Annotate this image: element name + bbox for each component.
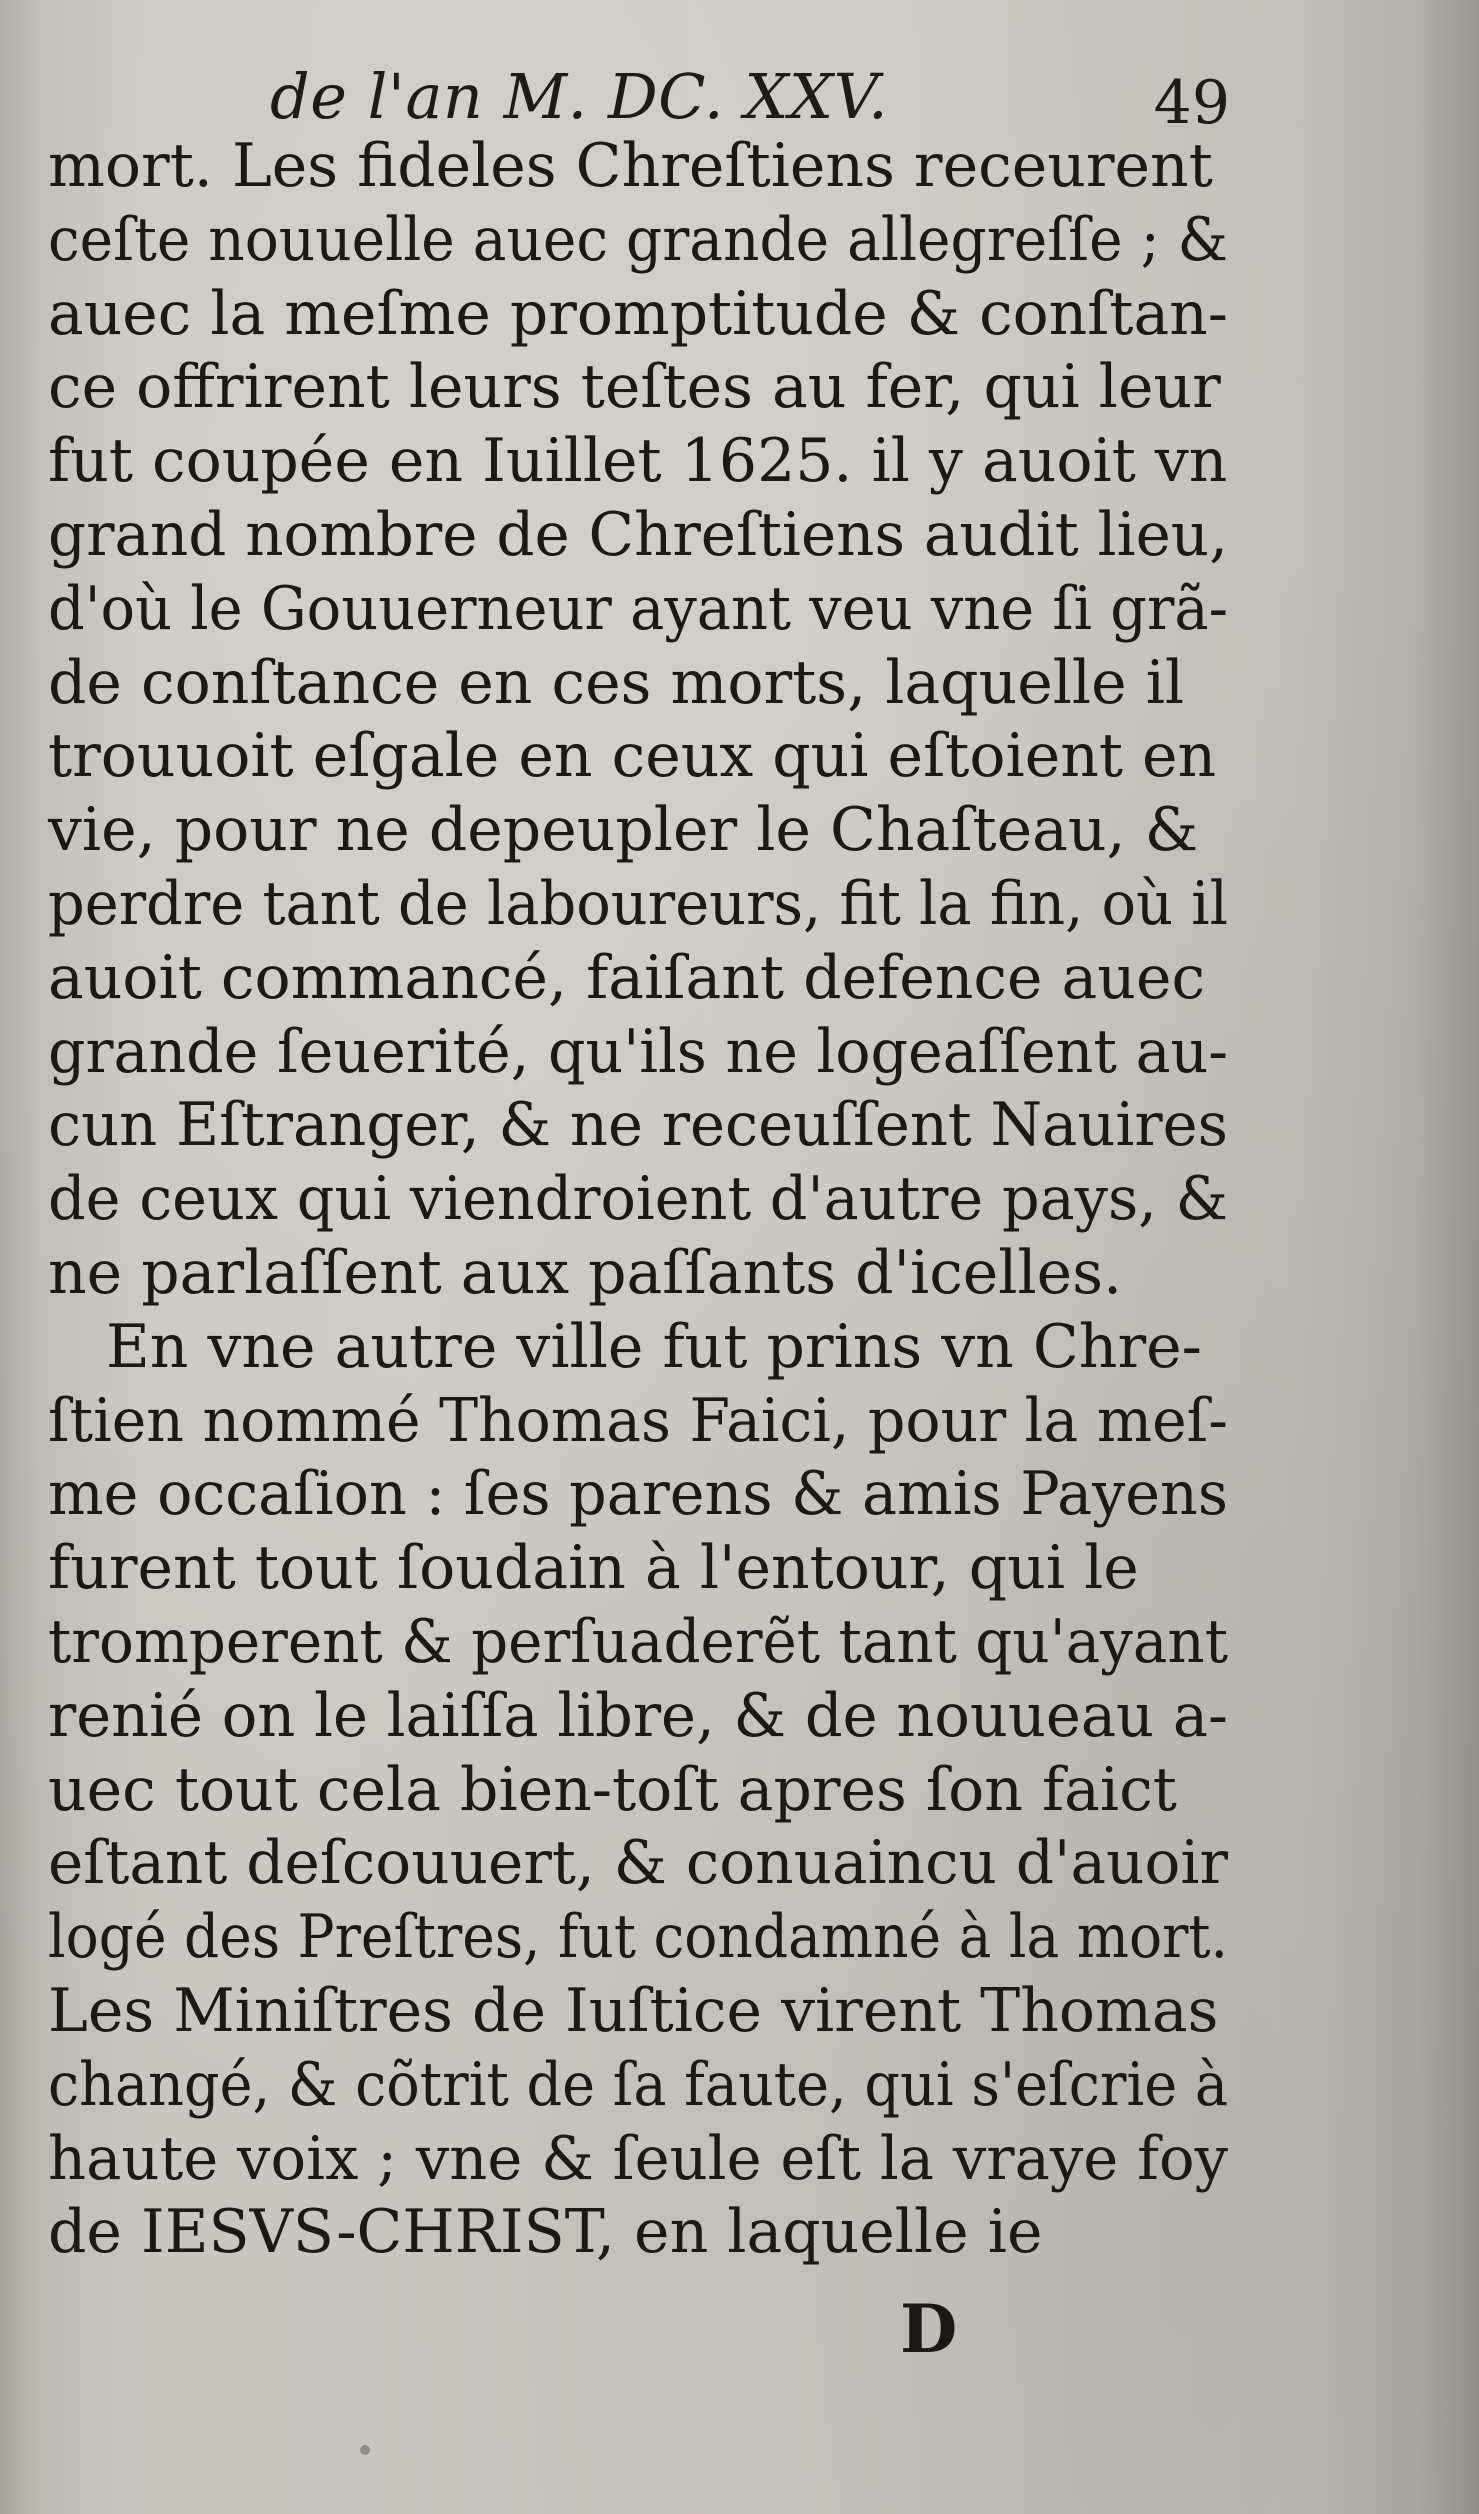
- text-line: auec la meſme promptitude & conſtan-: [48, 278, 1229, 349]
- text-line: de conſtance en ces morts, laquelle il: [48, 647, 1185, 718]
- text-line: de IESVS-CHRIST, en laquelle ie: [48, 2197, 1043, 2268]
- paper-speck: [360, 2445, 370, 2455]
- text-line: Les Miniſtres de Iuſtice virent Thomas: [48, 1975, 1219, 2046]
- text-line: perdre tant de laboureurs, fit la fin, où il: [48, 868, 1229, 939]
- text-line: grand nombre de Chreſtiens audit lieu,: [48, 499, 1229, 570]
- text-line: auoit commancé, faiſant defence auec: [48, 942, 1206, 1013]
- text-line: ſtien nommé Thomas Faici, pour la meſ-: [48, 1385, 1228, 1456]
- text-line: furent tout ſoudain à l'entour, qui le: [48, 1533, 1139, 1604]
- text-line: changé, & cõtrit de ſa faute, qui s'eſcrie à: [48, 2049, 1229, 2120]
- signature-mark: D: [900, 2290, 958, 2368]
- running-head: de l'an M. DC. XXV.: [270, 60, 889, 133]
- text-line: tromperent & perſuaderẽt tant qu'ayant: [48, 1606, 1229, 1677]
- text-line: logé des Preſtres, fut condamné à la mort.: [48, 1902, 1229, 1973]
- text-line: mort. Les fideles Chreſtiens receurent: [48, 131, 1213, 201]
- text-line: d'où le Gouuerneur ayant veu vne ſi grã-: [48, 573, 1229, 644]
- text-line: me occaſion : ſes parens & amis Payens: [48, 1459, 1228, 1530]
- text-line: renié on le laiſſa libre, & de nouueau a-: [48, 1680, 1228, 1751]
- text-line: ceſte nouuelle auec grande allegreſſe ; &: [48, 204, 1228, 275]
- text-line: fut coupée en Iuillet 1625. il y auoit vn: [48, 426, 1228, 497]
- body-text: [48, 130, 1228, 2270]
- text-line: cun Eſtranger, & ne receuſſent Nauires: [48, 1090, 1228, 1161]
- text-line: haute voix ; vne & ſeule eſt la vraye foy: [48, 2123, 1228, 2194]
- text-line: ne parlaſſent aux paſſants d'icelles.: [48, 1237, 1123, 1308]
- text-line: uec tout cela bien-toſt apres ſon faict: [48, 1754, 1177, 1825]
- text-line: de ceux qui viendroient d'autre pays, &: [48, 1164, 1228, 1235]
- paragraph-start-line: En vne autre ville fut prins vn Chre-: [106, 1311, 1202, 1382]
- page-number: 49: [1153, 68, 1230, 138]
- text-line: trouuoit eſgale en ceux qui eſtoient en: [48, 721, 1217, 792]
- text-line: eſtant deſcouuert, & conuaincu d'auoir: [48, 1828, 1228, 1899]
- text-line: vie, pour ne depeupler le Chaſteau, &: [48, 795, 1199, 866]
- text-line: grande ſeuerité, qu'ils ne logeaſſent au-: [48, 1016, 1229, 1087]
- text-line: ce offrirent leurs teſtes au fer, qui leur: [48, 352, 1221, 423]
